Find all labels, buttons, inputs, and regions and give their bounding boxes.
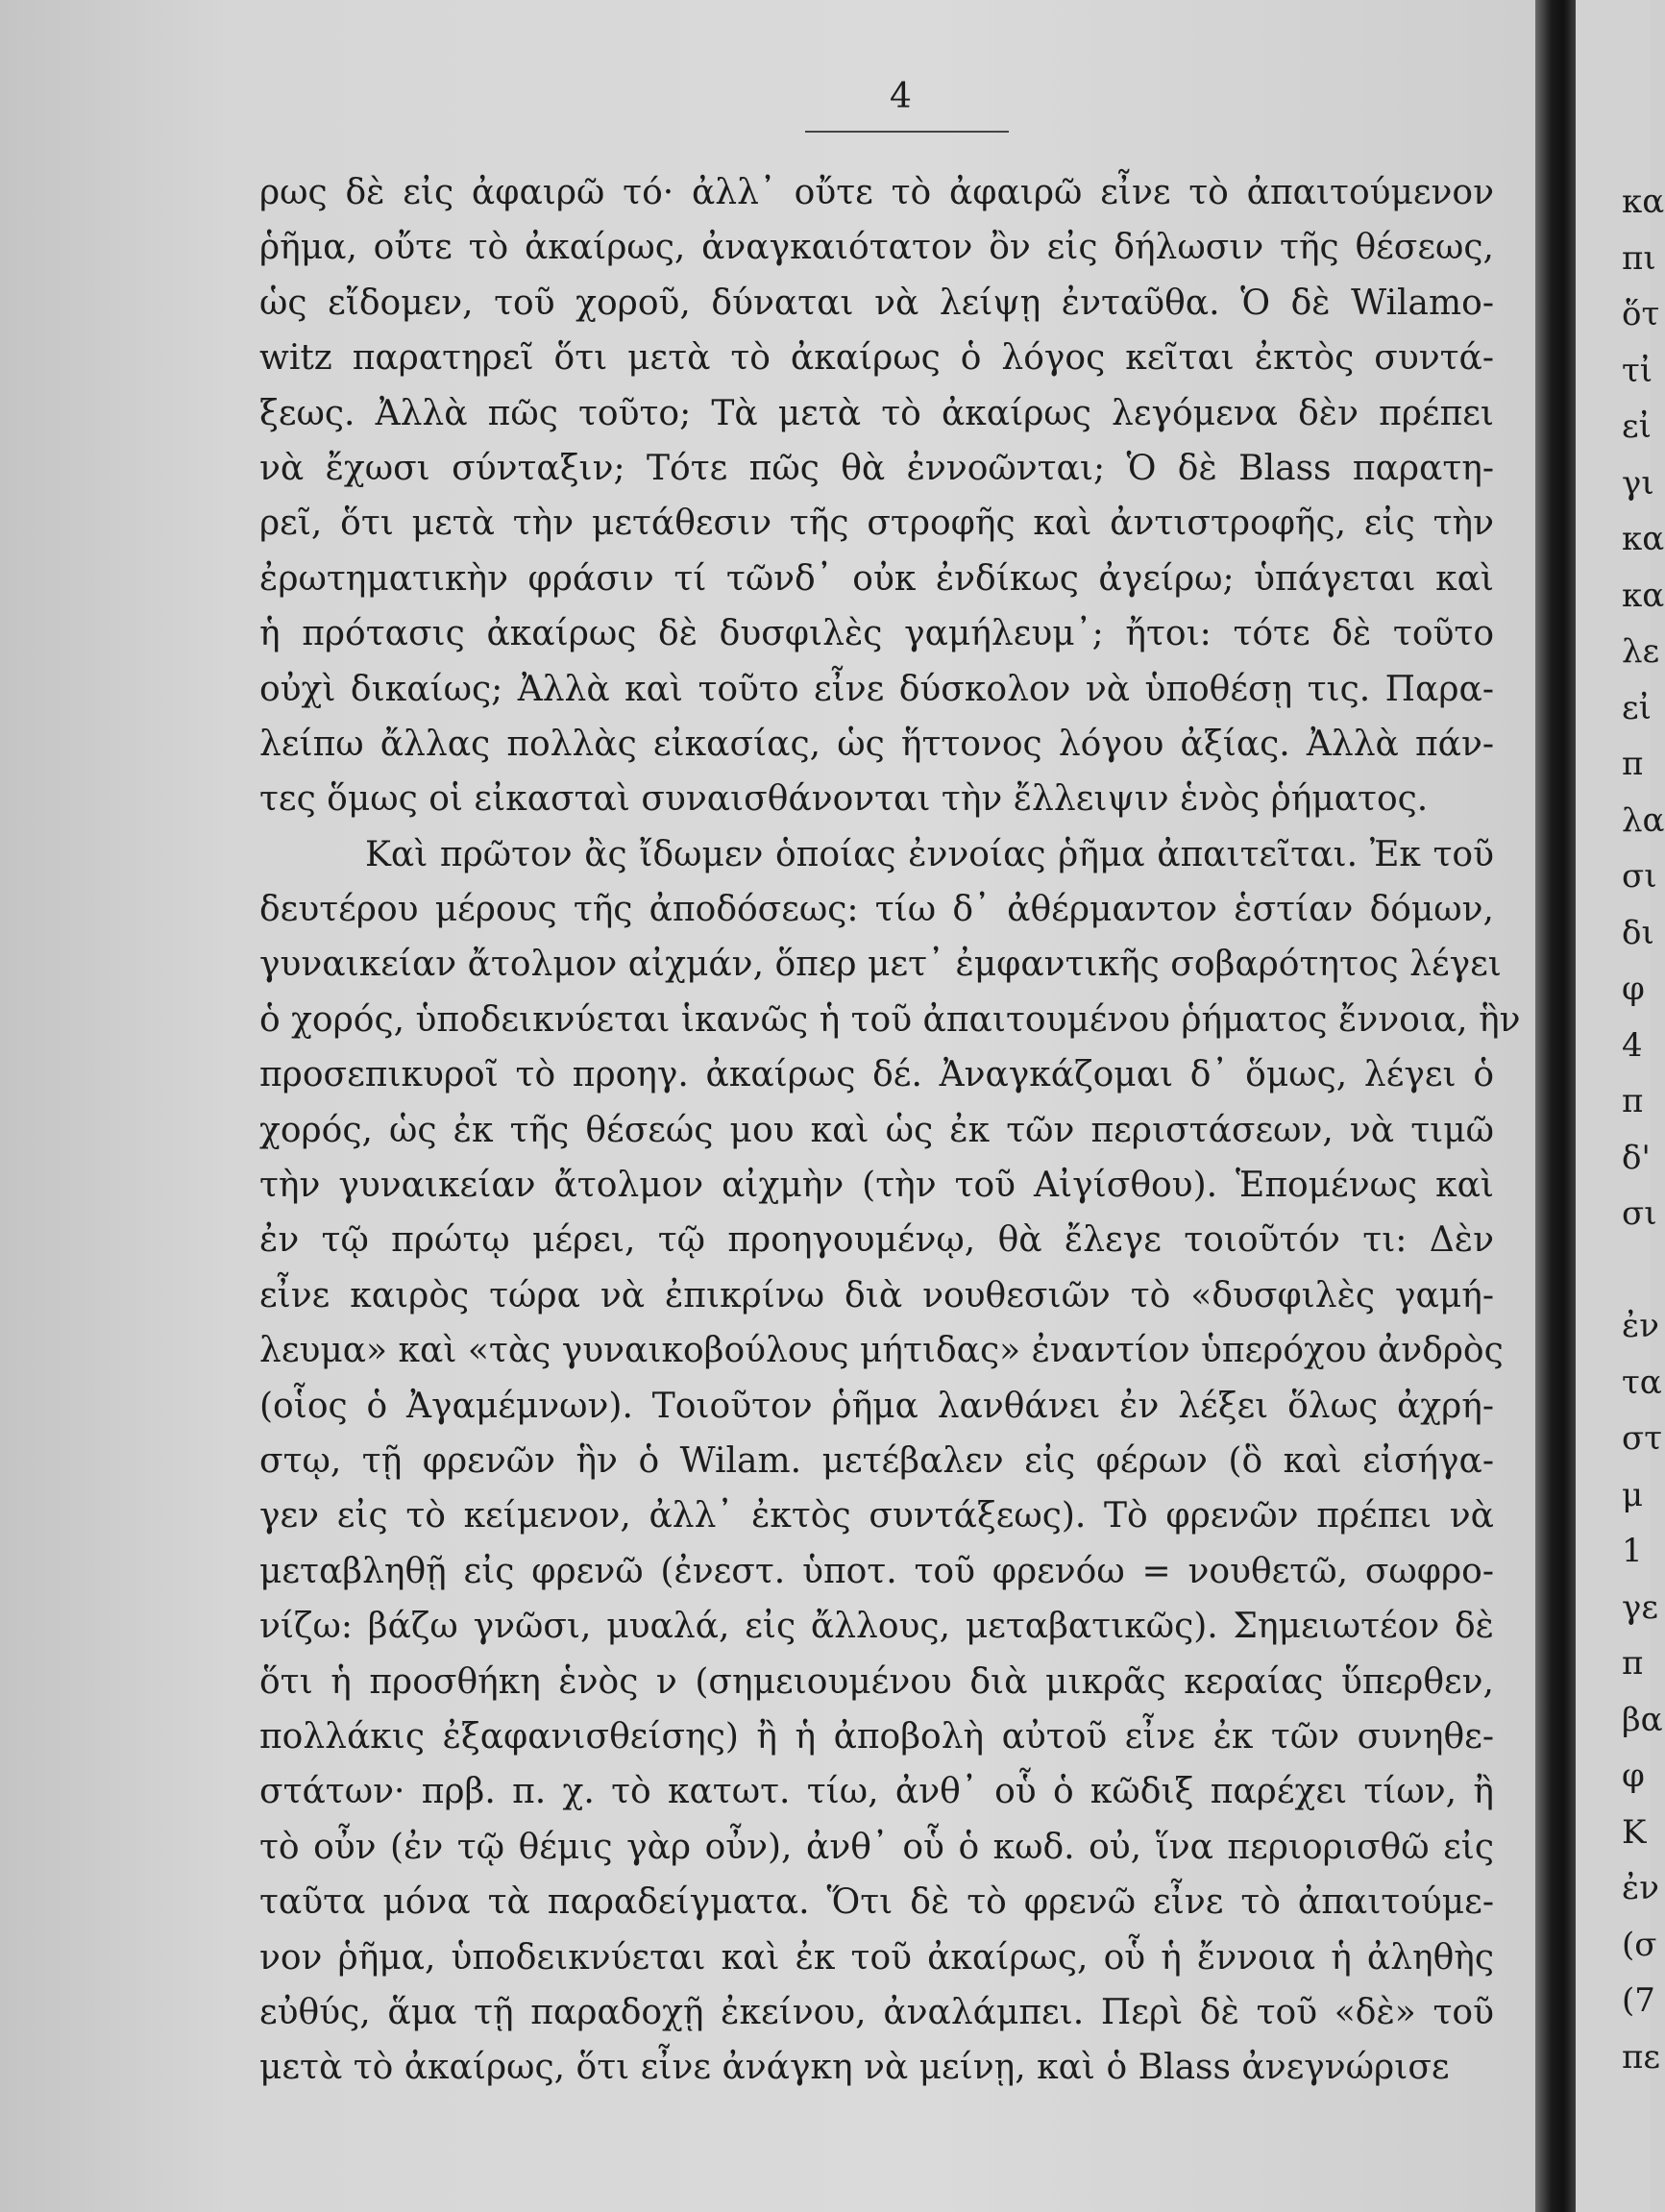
text-line: ἐρωτηματικὴν φράσιν τί τῶνδ᾽ οὐκ ἐνδίκως ἀγείρω; ὑπάγεται καὶ	[259, 558, 1494, 599]
next-page-fragment: σι	[1622, 857, 1657, 896]
next-page-fragment: π	[1622, 1644, 1644, 1683]
next-page-fragment: πι	[1622, 238, 1656, 278]
next-page-fragment: κα	[1622, 576, 1665, 615]
next-page-fragment: βα	[1622, 1700, 1663, 1739]
text-line: Καὶ πρῶτον ἂς ἴδωμεν ὁποίας ἐννοίας ῥῆμα ἀπαιτεῖται. Ἐκ τοῦ	[365, 834, 1494, 874]
next-page-fragment: φ	[1622, 1757, 1645, 1795]
next-page-fragment: σι	[1622, 1194, 1657, 1233]
next-page-fragment: π	[1622, 745, 1644, 783]
next-page-fragment: (σ	[1622, 1925, 1657, 1964]
next-page-fragment: κα	[1622, 183, 1665, 221]
text-line: τὴν γυναικείαν ἄτολμον αἰχμὴν (τὴν τοῦ Αἰγίσθου). Ἑπομένως καὶ	[259, 1166, 1494, 1206]
text-line: τὸ οὖν (ἐν τῷ θέμις γὰρ οὖν), ἀνθ᾽ οὗ ὁ κωδ. οὐ, ἵνα περιορισθῶ εἰς	[259, 1827, 1494, 1867]
text-line: ὅτι ἡ προσθήκη ἑνὸς ν (σημειουμένου διὰ μικρᾶς κεραίας ὕπερθεν,	[259, 1661, 1494, 1702]
next-page-fragment: γε	[1622, 1587, 1658, 1627]
text-line: δευτέρου μέρους τῆς ἀποδόσεως: τίω δ᾽ ἀθέρμαντον ἑστίαν δόμων,	[259, 890, 1494, 930]
next-page-fragment: ἐν	[1622, 1869, 1659, 1907]
next-page-fragment: στ	[1622, 1419, 1663, 1458]
next-page-fragment: ἐν	[1622, 1307, 1659, 1345]
next-page-fragment: εἰ	[1622, 407, 1652, 446]
next-page-fragment: φ	[1622, 970, 1645, 1008]
next-page-fragment: ὅτ	[1622, 295, 1660, 333]
next-page-fragment: (7	[1622, 1981, 1655, 2020]
next-page-fragment: π	[1622, 1082, 1644, 1120]
next-page-fragment: γι	[1622, 463, 1654, 503]
next-page-fragment: λα	[1622, 800, 1665, 840]
book-spine	[1535, 0, 1576, 2212]
text-line: λευμα» καὶ «τὰς γυναικοβούλους μήτιδας» ἐναντίον ὑπερόχου ἀνδρὸς	[259, 1331, 1504, 1371]
next-page-fragment: Κ	[1622, 1812, 1647, 1852]
text-line: witz παρατηρεῖ ὅτι μετὰ τὸ ἀκαίρως ὁ λόγος κεῖται ἐκτὸς συντά-	[259, 338, 1494, 379]
text-line: ρεῖ, ὅτι μετὰ τὴν μετάθεσιν τῆς στροφῆς καὶ ἀντιστροφῆς, εἰς τὴν	[259, 504, 1494, 544]
text-line: πολλάκις ἐξαφανισθείσης) ἢ ἡ ἀποβολὴ αὐτοῦ εἶνε ἐκ τῶν συνηθε-	[259, 1716, 1494, 1757]
text-line: εὐθύς, ἅμα τῇ παραδοχῇ ἐκείνου, ἀναλάμπει. Περὶ δὲ τοῦ «δὲ» τοῦ	[259, 1992, 1494, 2032]
text-line: ρως δὲ εἰς ἀφαιρῶ τό· ἀλλ᾽ οὔτε τὸ ἀφαιρῶ εἶνε τὸ ἀπαιτούμενον	[259, 173, 1494, 212]
text-line: ἐν τῷ πρώτῳ μέρει, τῷ προηγουμένῳ, θὰ ἔλεγε τοιοῦτόν τι: Δὲν	[259, 1220, 1494, 1261]
text-line: γεν εἰς τὸ κείμενον, ἀλλ᾽ ἐκτὸς συντάξεως). Τὸ φρενῶν πρέπει νὰ	[259, 1496, 1494, 1536]
next-page-fragment: πε	[1622, 2037, 1660, 2077]
text-line: λείπω ἄλλας πολλὰς εἰκασίας, ὡς ἥττονος λόγου ἀξίας. Ἀλλὰ πάν-	[259, 724, 1494, 764]
next-page-fragment: τα	[1622, 1363, 1662, 1402]
next-page-fragment: δ'	[1622, 1138, 1651, 1177]
next-page-edge	[1576, 0, 1665, 2212]
next-page-fragment: δι	[1622, 913, 1654, 952]
next-page-fragment: 1	[1622, 1532, 1643, 1570]
text-line: ἡ πρότασις ἀκαίρως δὲ δυσφιλὲς γαμήλευμ᾽; ἤτοι: τότε δὲ τοῦτο	[259, 614, 1494, 654]
next-page-fragment: κα	[1622, 520, 1665, 558]
text-line: ξεως. Ἀλλὰ πῶς τοῦτο; Τὰ μετὰ τὸ ἀκαίρως λεγόμενα δὲν πρέπει	[259, 393, 1494, 433]
text-line: χορός, ὡς ἐκ τῆς θέσεώς μου καὶ ὡς ἐκ τῶν περιστάσεων, νὰ τιμῶ	[259, 1110, 1494, 1150]
text-line: προσεπικυροῖ τὸ προηγ. ἀκαίρως δέ. Ἀναγκάζομαι δ᾽ ὅμως, λέγει ὁ	[259, 1055, 1494, 1095]
next-page-fragment: λε	[1622, 632, 1660, 671]
text-line: στάτων· πρβ. π. χ. τὸ κατωτ. τίω, ἀνθ᾽ οὗ ὁ κῶδιξ παρέχει τίων, ἢ	[259, 1772, 1494, 1812]
text-line: ῥῆμα, οὔτε τὸ ἀκαίρως, ἀναγκαιότατον ὂν εἰς δήλωσιν τῆς θέσεως,	[259, 228, 1494, 268]
text-line: νον ῥῆμα, ὑποδεικνύεται καὶ ἐκ τοῦ ἀκαίρως, οὗ ἡ ἔννοια ἡ ἀληθὴς	[259, 1937, 1494, 1978]
next-page-fragment: εἰ	[1622, 688, 1652, 727]
text-line: οὐχὶ δικαίως; Ἀλλὰ καὶ τοῦτο εἶνε δύσκολον νὰ ὑποθέσῃ τις. Παρα-	[259, 669, 1494, 709]
body-text	[259, 165, 1521, 2096]
header-rule	[805, 131, 1009, 133]
text-line: τες ὅμως οἱ εἰκασταὶ συναισθάνονται τὴν ἔλλειψιν ἑνὸς ῥήματος.	[259, 779, 1429, 820]
text-line: ὡς εἴδομεν, τοῦ χοροῦ, δύναται νὰ λείψῃ ἐνταῦθα. Ὁ δὲ Wilamo-	[259, 283, 1494, 323]
text-line: μετὰ τὸ ἀκαίρως, ὅτι εἶνε ἀνάγκη νὰ μείνῃ, καὶ ὁ Blass ἀνεγνώρισε	[259, 2048, 1450, 2088]
text-line: ὁ χορός, ὑποδεικνύεται ἱκανῶς ἡ τοῦ ἀπαιτουμένου ῥήματος ἔννοια, ἣν	[259, 999, 1521, 1040]
next-page-fragment: μ	[1622, 1475, 1644, 1514]
text-line: νὰ ἔχωσι σύνταξιν; Τότε πῶς θὰ ἐννοῶνται; Ὁ δὲ Blass παρατη-	[259, 448, 1494, 488]
text-line: μεταβληθῇ εἰς φρενῶ (ἐνεστ. ὑποτ. τοῦ φρενόω = νουθετῶ, σωφρο-	[259, 1551, 1494, 1591]
page-number: 4	[890, 77, 912, 116]
next-page-fragment: 4	[1622, 1025, 1643, 1065]
text-line: εἶνε καιρὸς τώρα νὰ ἐπικρίνω διὰ νουθεσιῶν τὸ «δυσφιλὲς γαμή-	[259, 1275, 1494, 1315]
text-line: νίζω: βάζω γνῶσι, μυαλά, εἰς ἄλλους, μεταβατικῶς). Σημειωτέον δὲ	[259, 1607, 1494, 1647]
text-line: στῳ, τῇ φρενῶν ἣν ὁ Wilam. μετέβαλεν εἰς φέρων (ὃ καὶ εἰσήγα-	[259, 1440, 1494, 1481]
text-line: γυναικείαν ἄτολμον αἰχμάν, ὅπερ μετ᾽ ἐμφαντικῆς σοβαρότητος λέγει	[259, 945, 1502, 985]
text-line: (οἷος ὁ Ἀγαμέμνων). Τοιοῦτον ῥῆμα λανθάνει ἐν λέξει ὅλως ἀχρή-	[259, 1386, 1494, 1426]
next-page-fragment: τἰ	[1622, 351, 1653, 390]
text-line: ταῦτα μόνα τὰ παραδείγματα. Ὅτι δὲ τὸ φρενῶ εἶνε τὸ ἀπαιτούμε-	[259, 1882, 1494, 1923]
